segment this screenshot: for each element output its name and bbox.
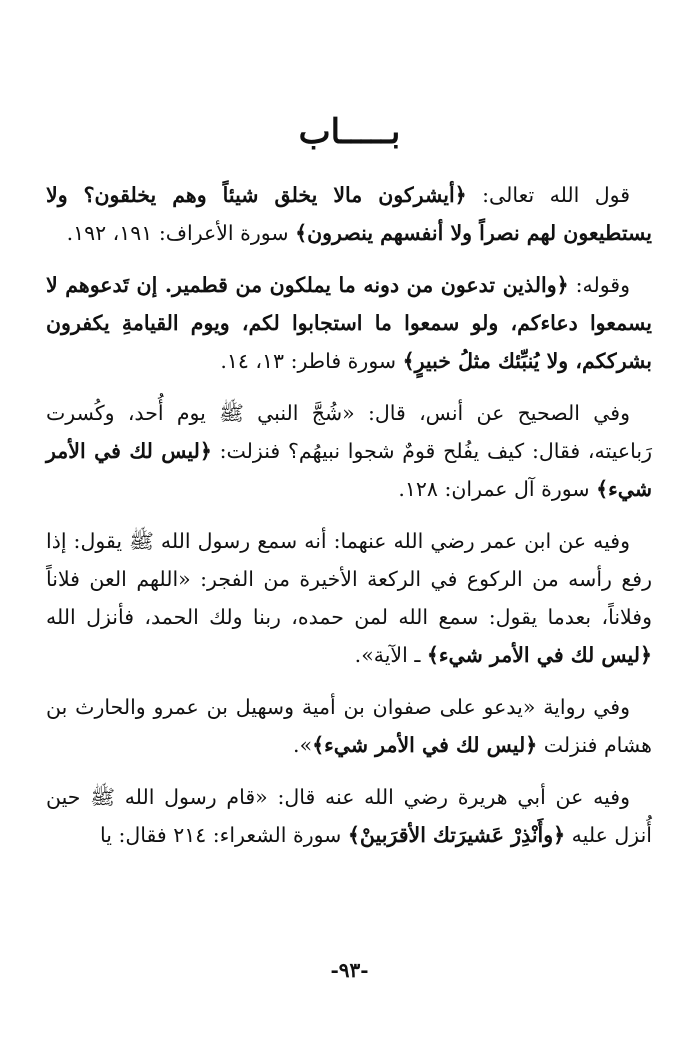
- chapter-title: بـــــاب: [298, 112, 401, 152]
- paragraph-3-hadith: وفي الصحيح عن أنس، قال: «شُجَّ النبي ﷺ يوم أُحد، وكُسرت رَباعيته، فقال: كيف يفُلح قومٌ شجوا نبيهُم؟ فنزلت:: [46, 401, 652, 463]
- paragraph-3: [46, 394, 652, 508]
- paragraph-6-quran-verse: ﴿وأَنْذِرْ عَشيرَتك الأقرَبينْ﴾: [347, 823, 566, 847]
- paragraph-2: [46, 266, 652, 380]
- paragraph-1: [46, 176, 652, 252]
- paragraph-4-ending: ـ الآية».: [354, 643, 427, 667]
- paragraph-4-quran-verse: ﴿ليس لك في الأمر شيء﴾: [426, 643, 652, 667]
- paragraph-4-hadith: وفيه عن ابن عمر رضي الله عنهما: أنه سمع رسول الله ﷺ يقول: إذا رفع رأسه من الركوع في الركعة الأخيرة من الفجر: «اللهم العن فلاناً وفلاناً، بعدما يقول: سمع الله لمن حمده، ربنا ولك الحمد، فأنزل الله: [46, 529, 652, 629]
- paragraph-3-quran-verse: ﴿ليس لك في الأمر شيء﴾: [46, 439, 652, 501]
- paragraph-1-quran-verse: ﴿أيشركون مالا يخلق شيئاً وهم يخلقون؟ ولا يستطيعون لهم نصراً ولا أنفسهم ينصرون﴾: [46, 183, 652, 245]
- paragraph-1-intro: قول الله تعالى:: [466, 183, 630, 207]
- paragraph-5-quran-verse: ﴿ليس لك في الأمر شيء﴾: [312, 733, 538, 757]
- paragraph-2-quran-verse: ﴿والذين تدعون من دونه ما يملكون من قطمير. إن تَدعوهم لا يسمعوا دعاءكم، ولو سمعوا ما استجابوا لكم، ويوم القيامةِ يكفرون بشرككم، ولا يُنبِّئك مثلُ خبيرٍ﴾: [46, 273, 652, 373]
- paragraph-6-reference: سورة الشعراء: ٢١٤ فقال: يا: [100, 823, 348, 847]
- paragraph-5-ending: ».: [293, 733, 313, 757]
- page-number: -٩٣-: [330, 958, 369, 982]
- paragraph-2-intro: وقوله:: [568, 273, 631, 297]
- paragraph-3-reference: سورة آل عمران: ١٢٨.: [398, 477, 597, 501]
- page-body: [46, 176, 652, 868]
- paragraph-6: [46, 778, 652, 854]
- paragraph-4: [46, 522, 652, 674]
- paragraph-5: [46, 688, 652, 764]
- paragraph-1-reference: سورة الأعراف: ١٩١، ١٩٢.: [66, 221, 296, 245]
- paragraph-2-reference: سورة فاطر: ١٣، ١٤.: [220, 349, 403, 373]
- paragraph-6-hadith: وفيه عن أبي هريرة رضي الله عنه قال: «قام رسول الله ﷺ حين أُنزل عليه: [46, 785, 652, 847]
- paragraph-5-narration: وفي رواية «يدعو على صفوان بن أمية وسهيل بن عمرو والحارث بن هشام فنزلت: [46, 695, 652, 757]
